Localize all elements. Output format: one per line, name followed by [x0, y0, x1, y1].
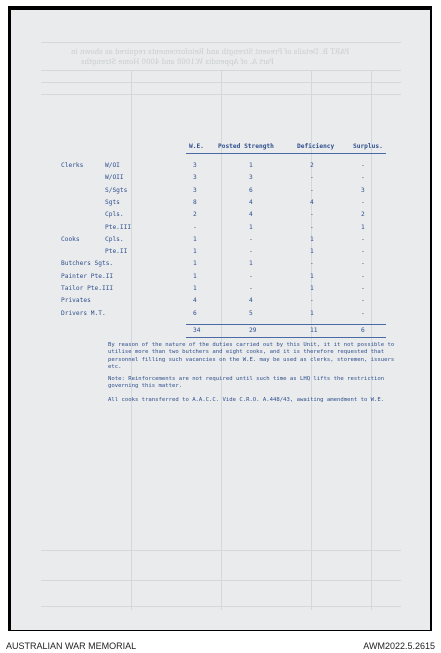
row-surplus: -: [361, 235, 365, 243]
note-paragraph-2: Note: Reinforcements are not required until such time as LHQ lifts the restriction governing this matter.: [108, 376, 385, 390]
show-through-heading: Part A. of Appendix W.1068 and 4000 Home Strengths: [81, 58, 275, 66]
row-we: -: [193, 223, 197, 231]
footer-right: AWM2022.5.2615: [363, 641, 435, 651]
row-group: Privates: [61, 297, 91, 305]
row-we: 2: [193, 211, 197, 219]
row-rank: W/OII: [105, 174, 124, 182]
header-we: W.E.: [189, 143, 204, 150]
total-surplus: 6: [361, 327, 365, 334]
row-we: 1: [193, 285, 197, 292]
row-deficiency: 1: [310, 235, 314, 243]
row-rank: Pte.III: [105, 223, 132, 231]
row-deficiency: 1: [310, 309, 314, 317]
row-we: 6: [193, 309, 197, 317]
row-group: Butchers Sgts.: [61, 260, 114, 268]
row-posted: 5: [249, 309, 253, 317]
row-surplus: -: [361, 162, 365, 169]
header-deficiency: Deficiency: [297, 143, 335, 150]
row-deficiency: -: [310, 260, 314, 268]
row-we: 8: [193, 198, 197, 206]
totals-rule-top: [186, 324, 386, 325]
row-group: Tailor Pte.III: [61, 285, 114, 292]
table-row: [61, 199, 391, 209]
row-surplus: 1: [361, 223, 365, 231]
document-page: [11, 10, 430, 630]
row-group: Cooks: [61, 235, 80, 243]
row-we: 3: [193, 162, 197, 169]
total-posted: 29: [249, 327, 257, 334]
table-row: [61, 285, 391, 295]
row-posted: 1: [249, 260, 253, 268]
row-group: Clerks: [61, 162, 84, 169]
row-deficiency: -: [310, 174, 314, 182]
row-posted: -: [249, 248, 253, 256]
table-row: [61, 310, 391, 320]
note-paragraph-3: All cooks transferred to A.A.C.C. Vide C.R.O. A.448/43, awaiting amendment to W.E.: [108, 397, 385, 403]
row-rank: W/OI: [105, 162, 120, 169]
row-surplus: -: [361, 297, 365, 305]
table-row: [61, 273, 391, 283]
row-posted: 1: [249, 223, 253, 231]
header-surplus: Surplus.: [353, 143, 383, 150]
row-surplus: 2: [361, 211, 365, 219]
row-surplus: -: [361, 285, 365, 292]
row-surplus: 3: [361, 186, 365, 194]
row-deficiency: 1: [310, 285, 314, 292]
row-we: 3: [193, 174, 197, 182]
row-posted: 3: [249, 174, 253, 182]
table-row: [61, 297, 391, 307]
total-deficiency: 11: [310, 327, 318, 334]
row-surplus: -: [361, 260, 365, 268]
row-surplus: -: [361, 248, 365, 256]
row-rank: Cpls.: [105, 235, 124, 243]
row-deficiency: 2: [310, 162, 314, 169]
totals-rule-bottom: [186, 337, 386, 338]
row-deficiency: 1: [310, 272, 314, 280]
table-row: [61, 236, 391, 246]
row-we: 1: [193, 235, 197, 243]
table-row: [61, 224, 391, 234]
header-posted-strength: Posted Strength: [218, 143, 274, 150]
row-posted: 1: [249, 162, 253, 169]
row-surplus: -: [361, 309, 365, 317]
total-we: 34: [193, 327, 201, 334]
row-we: 1: [193, 260, 197, 268]
row-surplus: -: [361, 174, 365, 182]
row-surplus: -: [361, 272, 365, 280]
row-we: 4: [193, 297, 197, 305]
row-rank: Pte.II: [105, 248, 128, 256]
row-we: 1: [193, 272, 197, 280]
row-group: Painter Pte.II: [61, 272, 114, 280]
row-deficiency: -: [310, 223, 314, 231]
totals-row: [61, 327, 391, 337]
table-row: [61, 174, 391, 184]
row-we: 1: [193, 248, 197, 256]
show-through-heading: PART B. Details of Present Strength and Reinforcements required as shown in: [71, 48, 350, 56]
row-we: 3: [193, 186, 197, 194]
table-row: [61, 187, 391, 197]
row-posted: 6: [249, 186, 253, 194]
table-row: [61, 162, 391, 172]
row-surplus: -: [361, 198, 365, 206]
row-posted: 4: [249, 198, 253, 206]
row-deficiency: -: [310, 186, 314, 194]
row-posted: -: [249, 235, 253, 243]
row-posted: 4: [249, 211, 253, 219]
row-rank: Sgts: [105, 198, 120, 206]
row-deficiency: -: [310, 211, 314, 219]
footer-left: AUSTRALIAN WAR MEMORIAL: [6, 641, 137, 651]
table-row: [61, 211, 391, 221]
table-header-row: [61, 143, 391, 153]
row-rank: Cpls.: [105, 211, 124, 219]
row-deficiency: 4: [310, 198, 314, 206]
row-posted: -: [249, 272, 253, 280]
row-group: Drivers M.T.: [61, 309, 106, 317]
row-posted: 4: [249, 297, 253, 305]
header-rule: [186, 153, 386, 154]
row-posted: -: [249, 285, 253, 292]
show-through-line: [41, 42, 401, 43]
row-deficiency: -: [310, 297, 314, 305]
note-paragraph-1: By reason of the nature of the duties carried out by this Unit, it it not possible to utilise more than two butchers and eight cooks, and it is therefore requested that personnel filling such vacancies on the W.E. may be used as clerks, storemen, issuers etc.: [108, 342, 395, 371]
table-row: [61, 260, 391, 270]
row-rank: S/Sgts: [105, 186, 128, 194]
row-deficiency: 1: [310, 248, 314, 256]
table-row: [61, 248, 391, 258]
